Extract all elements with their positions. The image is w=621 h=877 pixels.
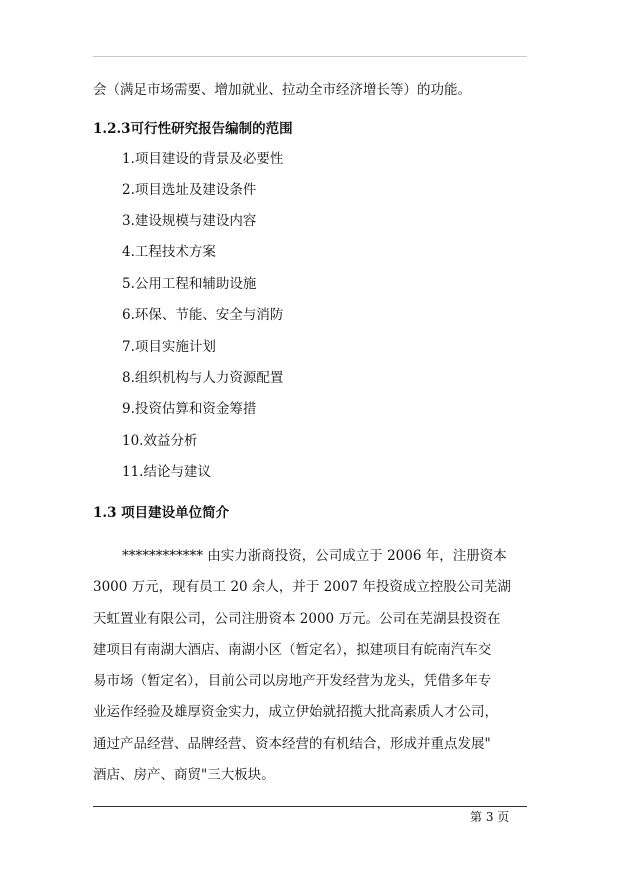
intro-text-line: 会（满足市场需要、增加就业、拉动全市经济增长等）的功能。 [93,82,471,98]
scope-list-item: 3.建设规模与建设内容 [122,213,257,229]
scope-list-item: 4.工程技术方案 [122,244,216,260]
scope-list-item: 2.项目选址及建设条件 [122,182,257,198]
scope-list-item: 1.项目建设的背景及必要性 [122,151,284,167]
scope-list-item: 5.公用工程和辅助设施 [122,276,257,292]
scope-list-item: 10.效益分析 [122,433,198,449]
scope-list-item: 6.环保、节能、安全与消防 [122,307,284,323]
page-number: 第 3 页 [470,810,510,824]
scope-list-item: 8.组织机构与人力资源配置 [122,370,284,386]
paragraph-line: 建项目有南湖大酒店、南湖小区（暂定名），拟建项目有皖南汽车交 [93,641,492,658]
header-rule [93,56,527,57]
paragraph-line: 酒店、房产、商贸"三大板块。 [93,767,275,784]
paragraph-line: ************ 由实力浙商投资，公司成立于 2006 年，注册资本 [122,548,507,564]
company-intro-paragraph [93,541,527,791]
section-heading-1-3: 1.3 项目建设单位简介 [93,505,230,521]
paragraph-line: 易市场（暂定名），目前公司以房地产开发经营为龙头，凭借多年专 [93,673,492,690]
scope-list-item: 11.结论与建议 [122,464,211,480]
scope-list-item: 7.项目实施计划 [122,339,216,355]
paragraph-line: 天虹置业有限公司，公司注册资本 2000 万元。公司在芜湖县投资在 [93,610,501,627]
section-heading-1-2-3: 1.2.3可行性研究报告编制的范围 [93,121,293,137]
paragraph-line: 业运作经验及雄厚资金实力，成立伊始就招揽大批高素质人才公司， [93,704,498,721]
scope-list-item: 9.投资估算和资金筹措 [122,401,257,417]
paragraph-line: 3000 万元，现有员工 20 余人，并于 2007 年投资成立控股公司芜湖 [93,579,511,596]
footer-rule [93,806,527,807]
paragraph-line: 通过产品经营、品牌经营、资本经营的有机结合，形成并重点发展" [93,735,491,752]
